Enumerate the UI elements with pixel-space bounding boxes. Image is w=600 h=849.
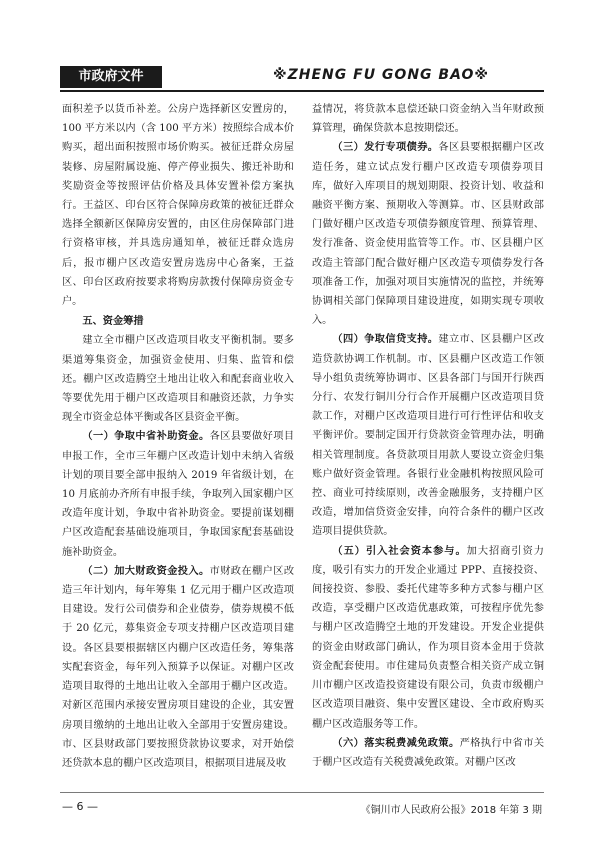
subsection-lead: （三）发行专项债券。 (332, 142, 439, 154)
right-column (312, 100, 544, 772)
page-number: — 6 — (62, 800, 98, 813)
paragraph (312, 330, 544, 541)
paragraph: 面积差予以货币补差。公房户选择新区安置房的，100 平方米以内（含 100 平方米）按照综合成本价购买，超出面积按照市场价购买。被征迁群众房屋装修、房屋附属设施、停产停业损失、搬迁补助和奖励资金等按照评估价格及具体安置补偿方案执行。王益区、印台区符合保障房政策的被征迁群众选择全额新区保障房安置的，由区住房保障部门进行资格审核，并具选房通知单，被征迁群众选房后，报市棚户区改造安置房选房中心备案，王益区、印台区政府按要求将购房款拨付保障房资金专户。 (62, 104, 294, 308)
subsection-lead: （五）引入社会资本参与。 (332, 545, 467, 557)
paragraph-body: 加大招商引资力度，吸引有实力的开发企业通过 PPP、直接投资、间接投资、参股、委托代建等多种方式参与棚户区改造，享受棚户区改造优惠政策，可按程序优先参与棚户区改造腾空土地的开发建设。开发企业提供的资金由财政部门确认，作为项目资本金用于贷款资金配套使用。市住建局负责整合相关资产成立铜川市棚户区改造投资建设有限公司，负责市级棚户区改造项目融资、集中安置区建设、全市政府购买棚户区改造服务等工作。 (312, 545, 544, 730)
paragraph: 建立全市棚户区改造项目收支平衡机制。要多渠道筹集资金，加强资金使用、归集、监管和偿还。棚户区改造腾空土地出让收入和配套商业收入等要优先用于棚户区改造项目和融资还款，力争实现全市资金总体平衡或各区县资金平衡。 (62, 335, 294, 424)
subsection-lead: （四）争取信贷支持。 (332, 334, 439, 346)
subsection-lead: （二）加大财政资金投入。 (82, 565, 210, 577)
issue-label: 《铜川市人民政府公报》2018 年第 3 期 (360, 805, 542, 816)
paragraph (62, 427, 294, 561)
left-column (62, 100, 294, 773)
paragraph (312, 138, 544, 330)
paragraph-body: 各区县要根据棚户区改造任务，建立试点发行棚户区改造专项债券项目库，做好入库项目的规划期限、投资计划、收益和融资平衡方案、预期收入等测算。市、区县财政部门做好棚户区改造专项债券额度管理、预算管理、发行准备、资金使用监管等工作。市、区县棚户区改造主管部门配合做好棚户区改造专项债券发行各项准备工作，加强对项目实施情况的监控，并统筹协调相关部门保障项目建设进度，如期实现专项收入。 (312, 142, 545, 327)
paragraph (312, 734, 544, 772)
paragraph (312, 542, 544, 734)
gazette-brand: ※ZHENG FU GONG BAO※ (273, 67, 489, 83)
paragraph-body: 建立市、区县棚户区改造贷款协调工作机制。市、区县棚户区改造工作领导小组负责统筹协调市、区县各部门与国开行陕西分行、农发行铜川分行合作开展棚户区改造项目贷款工作，对棚户区改造项目进行可行性评估和收支平衡评价。要制定国开行贷款资金管理办法，明确相关管理制度。各贷款项目用款人要设立资金归集账户做好资金管理。各银行业金融机构按照风险可控、商业可持续原则，改善金融服务，支持棚户区改造，增加信贷资金安排，向符合条件的棚户区改造项目提供贷款。 (312, 334, 545, 538)
paragraph-body: 严格执行中省市关于棚户区改造有关税费减免政策。对棚户区改 (312, 737, 545, 768)
paragraph-body: 各区县要做好项目申报工作，全市三年棚户区改造计划中未纳入省级计划的项目要全部申报纳入 2019 年省级计划，在 10 月底前办齐所有申报手续，争取列入国家棚户区改造年度计划，争取中省补助资金。要提前谋划棚户区改造配套基础设施项目，争取国家配套基础设施补助资金。 (62, 431, 295, 558)
paragraph: 益情况，将贷款本息偿还缺口资金纳入当年财政预算管理，确保贷款本息按期偿还。 (312, 104, 544, 135)
header-rule (60, 90, 544, 92)
footer-rule (60, 792, 544, 793)
paragraph-body: 市财政在棚户区改造三年计划内，每年筹集 1 亿元用于棚户区改造项目建设。发行公司债券和企业债券，债券规模不低于 20 亿元，募集资金专项支持棚户区改造项目建设。各区县要根据辖区内棚户区改造任务，筹集落实配套资金，每年列入预算予以保证。对棚户区改造项目取得的土地出让收入全部用于棚户区改造。对新区范围内承接安置房项目建设的企业，其安置房项目缴纳的土地出让收入全部用于安置房建设。市、区县财政部门要按照贷款协议要求，对开始偿还贷款本息的棚户区改造项目，根据项目进展及收 (62, 565, 295, 769)
page-header (60, 66, 544, 90)
paragraph (62, 562, 294, 773)
subsection-lead: （六）落实税费减免政策。 (332, 737, 460, 749)
section-tab: 市政府文件 (60, 66, 162, 88)
section-heading: 五、资金筹措 (82, 315, 144, 328)
subsection-lead: （一）争取中省补助资金。 (82, 431, 210, 443)
